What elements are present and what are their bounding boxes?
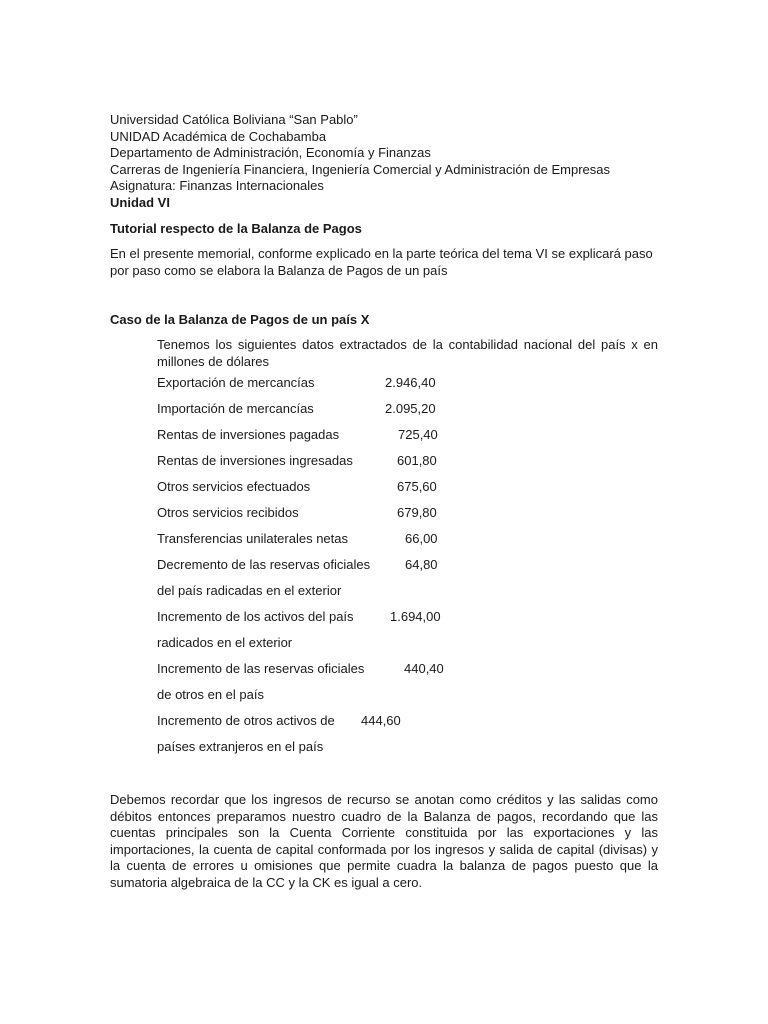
data-item [157, 708, 658, 734]
data-item [157, 396, 658, 422]
data-item [157, 526, 658, 552]
data-item [157, 604, 658, 630]
data-item [157, 552, 658, 578]
data-item-value: 66,00 [405, 531, 438, 546]
data-item-value: 679,80 [397, 505, 437, 520]
data-item [157, 682, 658, 708]
data-item-label: Decremento de las reservas oficiales [157, 557, 371, 572]
department: Departamento de Administración, Economía y Finanzas [110, 145, 431, 160]
data-item-label: Transferencias unilaterales netas [157, 531, 349, 546]
data-item [157, 578, 658, 604]
careers: Carreras de Ingeniería Financiera, Ingeniería Comercial y Administración de Empresas [110, 161, 611, 177]
data-item-label: Importación de mercancías [157, 401, 314, 416]
data-item-value: 1.694,00 [390, 609, 441, 624]
data-item [157, 370, 658, 396]
unit-label: Unidad VI [110, 194, 170, 210]
data-item-value: 675,60 [397, 479, 437, 494]
academic-unit: UNIDAD Académica de Cochabamba [110, 128, 327, 144]
data-item [157, 630, 658, 656]
data-item-value: 444,60 [361, 713, 401, 728]
data-item [157, 448, 658, 474]
data-item [157, 474, 658, 500]
subject: Asignatura: Finanzas Internacionales [110, 178, 324, 193]
data-item-label: radicados en el exterior [157, 635, 293, 650]
closing-paragraph: Debemos recordar que los ingresos de recurso se anotan como créditos y las salidas como débitos entonces preparamos nuestro cuadro de la Balanza de pagos, recordando que las cuentas principales son la Cuenta Corriente constituida por las exportaciones y las importaciones, la cuenta de capital conformada por los ingresos y salida de capital (divisas) y la cuenta de errores u omisiones que permite cuadra la balanza de pagos puesto que la sumatoria algebraica de la CC y la CK es igual a cero. [110, 792, 658, 890]
data-item-label: Incremento de las reservas oficiales [157, 661, 365, 676]
data-item-value: 2.095,20 [385, 401, 436, 416]
case-title: Caso de la Balanza de Pagos de un país X [110, 312, 370, 327]
university-name: Universidad Católica Boliviana “San Pablo” [110, 112, 358, 127]
data-item-label: Otros servicios recibidos [157, 505, 299, 520]
data-intro-paragraph: Tenemos los siguientes datos extractados de la contabilidad nacional del país x en millones de dólares [157, 337, 658, 369]
data-item [157, 734, 658, 760]
data-items-list [157, 370, 658, 760]
intro-paragraph: En el presente memorial, conforme explicado en la parte teórica del tema VI se explicará paso por paso como se elabora la Balanza de Pagos de un país [110, 246, 653, 278]
data-item-label: Otros servicios efectuados [157, 479, 311, 494]
data-item-value: 64,80 [405, 557, 438, 572]
document-page [110, 112, 658, 891]
data-item-label: Rentas de inversiones pagadas [157, 427, 340, 442]
data-item [157, 656, 658, 682]
data-item-label: Exportación de mercancías [157, 375, 315, 390]
data-item-value: 725,40 [398, 427, 438, 442]
data-item-label: Rentas de inversiones ingresadas [157, 453, 353, 468]
tutorial-title: Tutorial respecto de la Balanza de Pagos [110, 221, 362, 236]
data-item-label: países extranjeros en el país [157, 739, 324, 754]
data-item [157, 422, 658, 448]
data-item-label: Incremento de otros activos de [157, 713, 335, 728]
data-item-value: 601,80 [397, 453, 437, 468]
data-item-label: de otros en el país [157, 687, 264, 702]
data-item [157, 500, 658, 526]
document-header [110, 112, 658, 211]
data-item-label: Incremento de los activos del país [157, 609, 354, 624]
data-item-label: del país radicadas en el exterior [157, 583, 342, 598]
data-item-value: 440,40 [404, 661, 444, 676]
data-item-value: 2.946,40 [385, 375, 436, 390]
